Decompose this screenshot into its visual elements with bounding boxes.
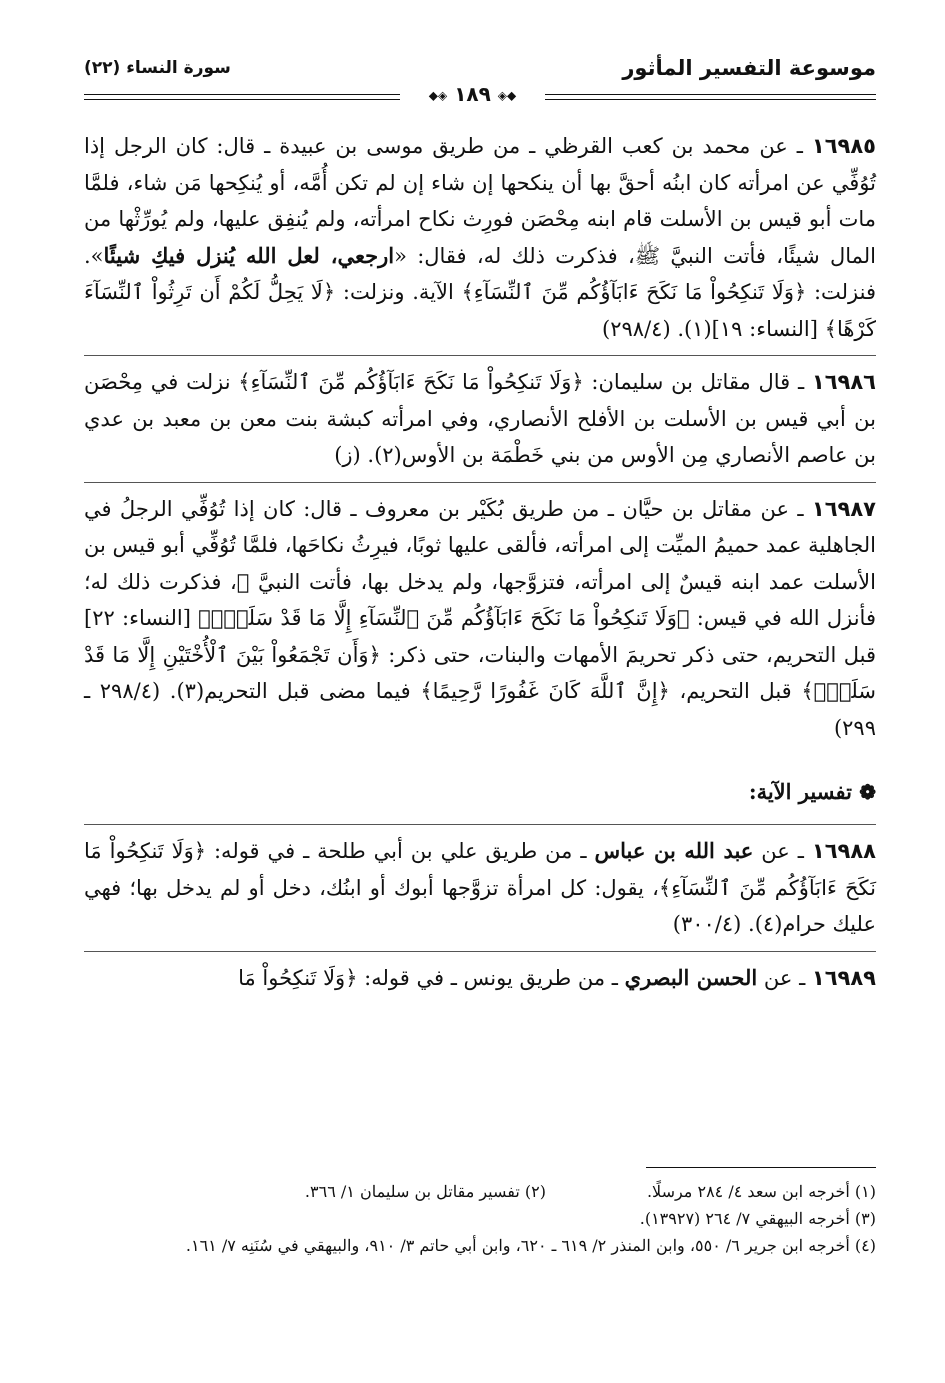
narration-entry [84,364,876,474]
surah-label: سورة النساء (٢٢) [84,58,231,78]
book-title: موسوعة التفسير المأثور [622,56,876,80]
flower-ornament-icon: ❁ [859,780,876,804]
narration-entry [84,128,876,347]
narration-text: ـ من طريق يونس ـ في قوله: ﴿وَلَا تَنكِحُواْ مَا [238,965,625,990]
footnote-3: (٣) أخرجه البيهقي ٧/ ٢٦٤ (١٣٩٢٧). [639,1209,876,1228]
section-title: تفسير الآية: [748,779,852,804]
narration-text: ـ من طريق علي بن أبي طلحة ـ في قوله: ﴿وَلَا تَنكِحُواْ مَا نَكَحَ ءَابَآؤُكُم مِّنَ ٱلنِّسَآءِ﴾، يقول: كل امرأة تزوَّجها أبوك أو ابنُك، دخل أو لم يدخل بها؛ فهي عليك حرام(٤). (٣٠٠/٤) [84,839,876,936]
ornament-icon: ◈◆ [428,88,448,103]
footnote-row [70,1178,876,1205]
section-heading [84,772,876,812]
footnote-4: (٤) أخرجه ابن جرير ٦/ ٥٥٠، وابن المنذر ٢/ ٦١٩ ـ ٦٢٠، وابن أبي حاتم ٣/ ٩١٠، والبيهقي في سُنَنِه ٧/ ١٦١. [185,1236,876,1255]
narrator-name: عبد الله بن عباس [594,838,754,863]
narration-number: ١٦٩٨٨ [811,839,876,863]
footnotes [70,1178,876,1259]
entry-divider [84,824,876,825]
narration-text: ـ عن مقاتل بن حيَّان ـ من طريق بُكَيْر بن معروف ـ قال: كان إذا تُوُفِّي الرجلُ في الجاهلية عمد حميمُ الميِّت إلى امرأته، فألقى عليها ثوبًا، فيرِثُ نكاحَها، فلمَّا تُوُفِّي أبو قيس بن الأسلت عمد ابنه قيسٌ إلى امرأته، فتزوَّجها، ولم يدخل بها، فأتت النبيَّ ﷺ، فذكرت ذلك له؛ فأنزل الله في قيس: ﴿وَلَا تَنكِحُواْ مَا نَكَحَ ءَابَآؤُكُم مِّنَ ٱلنِّسَآءِ إِلَّا مَا قَدْ سَلَفَۚ﴾ [النساء: ٢٢] قبل التحريم، حتى ذكر تحريمَ الأمهات والبنات، حتى ذكر: ﴿وَأَن تَجْمَعُواْ بَيْنَ ٱلْأُخْتَيْنِ إِلَّا مَا قَدْ سَلَفَۗ﴾ قبل التحريم، ﴿إِنَّ ٱللَّهَ كَانَ غَفُورًا رَّحِيمًا﴾ فيما مضى قبل التحريم(٣). (٢٩٨/٤ ـ ٢٩٩) [84,496,876,740]
narration-number: ١٦٩٨٩ [811,965,876,990]
narration-entry [84,960,876,997]
narrator-name: الحسن البصري [624,964,758,990]
narration-entry [84,491,876,747]
entry-divider [84,482,876,483]
main-text [84,128,876,996]
narration-number: ١٦٩٨٥ [811,134,876,158]
footnote-1: (١) أخرجه ابن سعد ٤/ ٢٨٤ مرسلًا. [646,1182,876,1201]
page-number-box [400,82,545,112]
narration-text: ـ عن محمد بن كعب القرظي ـ من طريق موسى بن عبيدة ـ قال: كان الرجل إذا تُوُفِّي عن امرأته كان ابنُه أحقَّ بها أن ينكحها إن شاء إن لم تكن أُمَّه، أو يُنكِحها مَن شاء، فلمَّا مات أبو قيس بن الأسلت قام ابنه مِحْصَن فورِث نكاح امرأته، ولم يُنفِق عليها، ولم يُورِّثْها من المال شيئًا، فأتت النبيَّ ﷺ، فذكرت ذلك له، فقال: « [84,134,876,268]
entry-divider [84,951,876,952]
narration-entry [84,833,876,943]
page-number: ١٨٩ [454,82,491,106]
narration-text-cont: ». فنزلت: ﴿وَلَا تَنكِحُواْ مَا نَكَحَ ءَابَآؤُكُم مِّنَ ٱلنِّسَآءِ﴾ الآية. ونزلت: ﴿لَا يَحِلُّ لَكُمْ أَن تَرِثُواْ ٱلنِّسَآءَ كَرْهًا﴾ [النساء: ١٩](١). (٢٩٨/٤) [84,243,876,341]
narration-number: ١٦٩٨٧ [811,496,876,521]
narration-prefix: ـ عن [753,839,812,863]
footnote-separator [646,1167,876,1168]
narration-number: ١٦٩٨٦ [811,370,876,394]
narration-text: ـ قال مقاتل بن سليمان: ﴿وَلَا تَنكِحُواْ مَا نَكَحَ ءَابَآؤُكُم مِّنَ ٱلنِّسَآءِ﴾ نزلت في مِحْصَن بن أبي قيس بن الأسلت بن الأفلح الأنصاري، وفي امرأته كبشة بنت معن بن معبد بن عدي بن عاصم الأنصاري مِن الأوس من بني خَطْمَة بن الأوس(٢). (ز) [84,370,876,467]
footnote-2: (٢) تفسير مقاتل بن سليمان ١/ ٣٦٦. [304,1182,546,1201]
entry-divider [84,355,876,356]
prophet-quote: ارجعي، لعل الله يُنزل فيكِ شيئًا [103,242,395,268]
ornament-icon: ◆◈ [497,88,517,103]
narration-prefix: ـ عن [757,965,812,990]
